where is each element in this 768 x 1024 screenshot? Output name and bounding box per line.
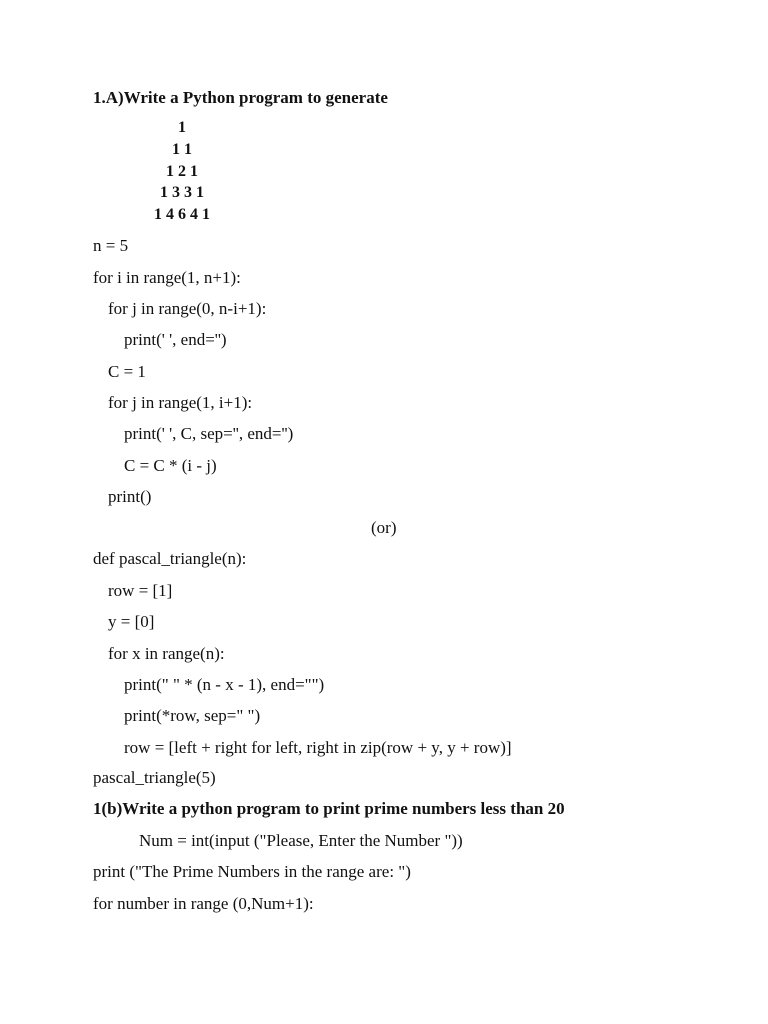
code-line: print(*row, sep=" ") xyxy=(124,706,261,725)
code-line: for j in range(1, i+1): xyxy=(108,393,253,412)
code-line: n = 5 xyxy=(93,236,129,255)
triangle-row-1: 1 xyxy=(178,119,186,136)
triangle-row-2: 1 1 xyxy=(172,141,192,158)
question-1b-heading: 1(b)Write a python program to print prime numbers less than 20 xyxy=(93,799,565,818)
code-line: for i in range(1, n+1): xyxy=(93,268,241,287)
or-separator: (or) xyxy=(371,518,397,537)
code-line: Num = int(input ("Please, Enter the Number ")) xyxy=(139,831,463,850)
triangle-row-4: 1 3 3 1 xyxy=(160,184,204,201)
code-line: C = 1 xyxy=(108,362,146,381)
code-line: C = C * (i - j) xyxy=(124,456,217,475)
code-line: row = [1] xyxy=(108,581,173,600)
code-line: print(" " * (n - x - 1), end="") xyxy=(124,675,325,694)
code-line: for j in range(0, n-i+1): xyxy=(108,299,267,318)
triangle-row-5: 1 4 6 4 1 xyxy=(154,206,210,223)
code-line: def pascal_triangle(n): xyxy=(93,549,247,568)
question-1a-heading: 1.A)Write a Python program to generate xyxy=(93,88,388,107)
code-line: for x in range(n): xyxy=(108,644,225,663)
code-line: print(' ', end='') xyxy=(124,330,227,349)
code-line: print(' ', C, sep='', end='') xyxy=(124,424,294,443)
code-line: row = [left + right for left, right in zip(row + y, y + row)] xyxy=(124,738,512,757)
triangle-row-3: 1 2 1 xyxy=(166,163,198,180)
code-line: print ("The Prime Numbers in the range are: ") xyxy=(93,862,411,881)
code-line: print() xyxy=(108,487,152,506)
code-line: y = [0] xyxy=(108,612,155,631)
code-line: pascal_triangle(5) xyxy=(93,768,216,787)
code-line: for number in range (0,Num+1): xyxy=(93,894,314,913)
